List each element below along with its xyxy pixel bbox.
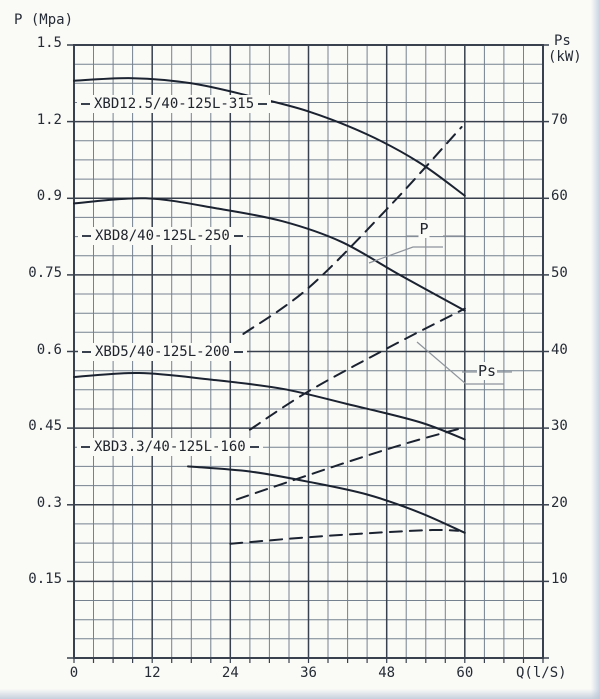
x-tick-label: 36 — [300, 665, 317, 681]
label-dash — [234, 235, 243, 237]
y-right-tick-label: 10 — [551, 571, 568, 588]
label-dash — [234, 351, 243, 353]
label-dash — [82, 351, 91, 353]
ps-curve-callout-label: Ps — [477, 362, 497, 380]
y-left-tick-label: 1.5 — [36, 35, 62, 51]
y-right-tick-label: 70 — [551, 111, 568, 128]
y-left-tick-label: 0.6 — [36, 341, 62, 358]
curve-label-text: XBD5/40-125L-200 — [95, 344, 230, 360]
y-left-tick-label: 0.45 — [28, 418, 62, 435]
y-left-tick-label: 0.75 — [28, 264, 62, 281]
x-tick-label: 12 — [143, 665, 161, 681]
curve-xbd5-40-125l-200-ps — [237, 428, 462, 499]
x-tick-label: 0 — [69, 665, 79, 681]
label-dash — [81, 103, 90, 105]
p-curve-callout-label: P — [419, 220, 429, 238]
x-axis-title: Q(l/S) — [516, 665, 567, 681]
scan-edge-right — [591, 0, 600, 699]
curve-xbd3-3-40-125l-160-ps — [230, 530, 458, 544]
curve-label — [78, 227, 247, 245]
scan-edge-bottom — [0, 689, 600, 699]
curve-label-text: XBD12.5/40-125L-315 — [94, 96, 255, 112]
y-left-tick-label: 1.2 — [36, 111, 62, 128]
y-left-tick-label: 0.9 — [36, 188, 62, 205]
curve-xbd3-3-40-125l-160-p — [188, 466, 465, 532]
curve-label-text: XBD8/40-125L-250 — [95, 228, 230, 244]
y-left-tick-label: 0.3 — [36, 494, 62, 511]
y-right-tick-label: 30 — [551, 418, 568, 435]
curve-xbd8-40-125l-250-ps — [250, 309, 465, 430]
curve-label — [77, 438, 263, 456]
left-axis-title: P (Mpa) — [14, 12, 74, 28]
right-axis-title: Ps — [554, 33, 571, 49]
curve-label — [77, 95, 271, 113]
y-right-tick-label: 50 — [551, 264, 568, 281]
label-dash — [82, 235, 91, 237]
y-left-tick-label: 0.15 — [28, 571, 62, 588]
y-right-tick-label: 40 — [551, 341, 568, 358]
x-tick-label: 60 — [456, 665, 474, 681]
curve-label — [78, 343, 247, 361]
x-tick-label: 48 — [378, 665, 396, 681]
y-right-tick-label: 20 — [551, 494, 568, 511]
label-dash — [250, 446, 259, 448]
y-right-tick-label: 60 — [551, 188, 568, 205]
label-dash — [81, 446, 90, 448]
x-tick-label: 24 — [221, 665, 239, 681]
curve-label-text: XBD3.3/40-125L-160 — [94, 439, 246, 455]
right-axis-unit: (kW) — [548, 49, 582, 65]
label-dash — [258, 103, 267, 105]
